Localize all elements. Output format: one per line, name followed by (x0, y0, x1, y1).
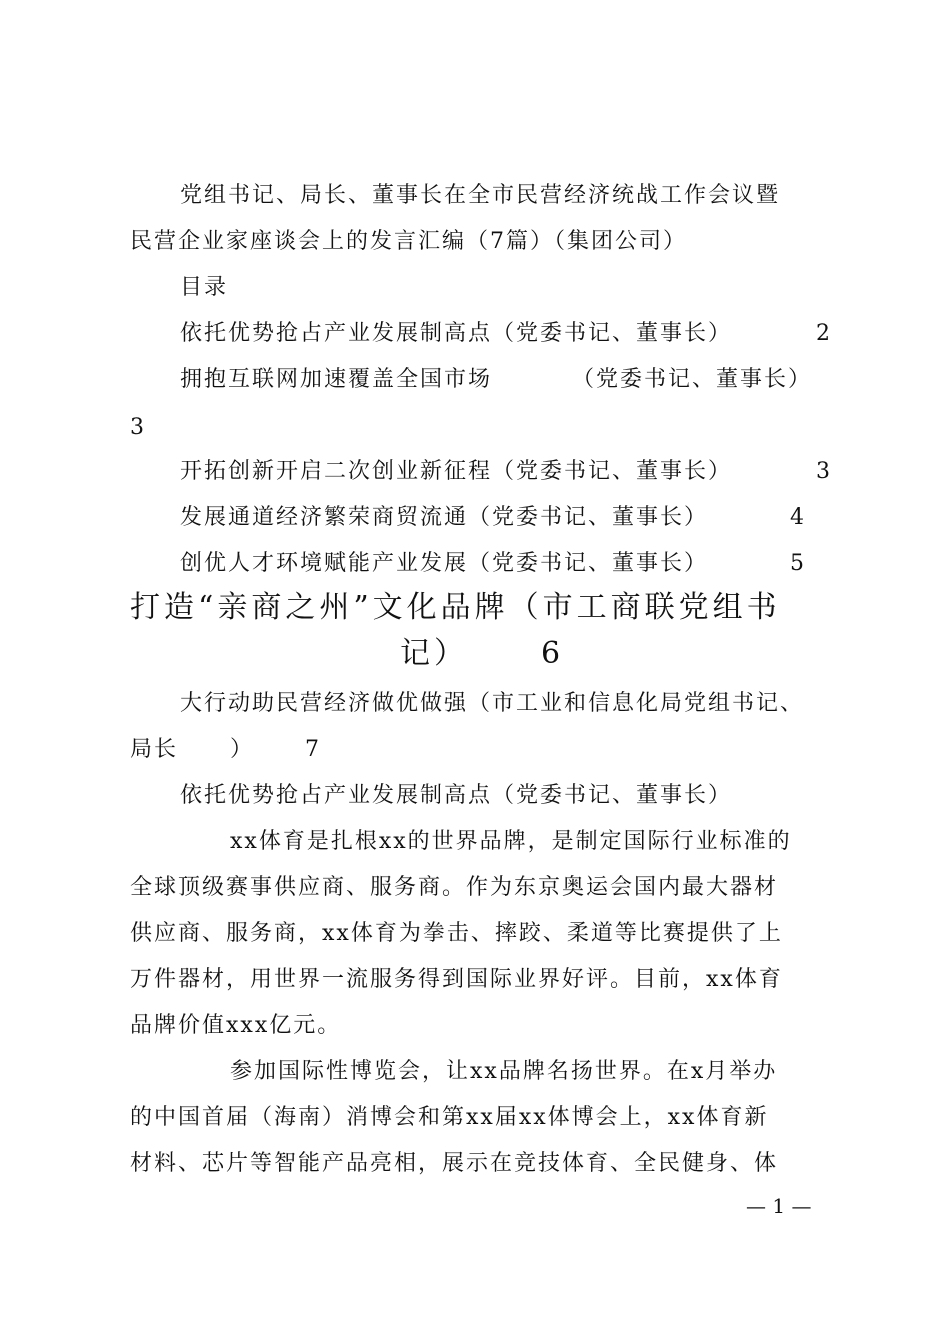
paragraph-2-line: 材料、芯片等智能产品亮相，展示在竞技体育、全民健身、体 (130, 1151, 779, 1176)
paragraph-1-line: 万件器材，用世界一流服务得到国际业界好评。目前，xx体育 (130, 967, 783, 992)
toc-entry-2-page: 3 (130, 415, 144, 440)
toc-entry-2-text[interactable]: 拥抱互联网加速覆盖全国市场 (180, 367, 493, 392)
toc-entry-5-page: 5 (790, 551, 804, 576)
toc-entry-6-text-cont: 记） (400, 636, 468, 671)
paragraph-2-line: 的中国首届（海南）消博会和第xx届xx体博会上，xx体育新 (130, 1105, 769, 1130)
toc-entry-1-page: 2 (816, 321, 830, 346)
paragraph-1-line: xx体育是扎根xx的世界品牌，是制定国际行业标准的 (230, 829, 792, 854)
toc-entry-3-text[interactable]: 开拓创新开启二次创业新征程（党委书记、董事长） (180, 459, 733, 484)
toc-entry-1-text[interactable]: 依托优势抢占产业发展制高点（党委书记、董事长） (180, 321, 733, 346)
toc-entry-5-text[interactable]: 创优人才环境赋能产业发展（党委书记、董事长） (180, 551, 709, 576)
toc-entry-2-role: （党委书记、董事长） (572, 367, 813, 392)
toc-entry-7-text-cont: 局长 (130, 737, 179, 762)
toc-entry-6-page: 6 (541, 636, 561, 671)
toc-entry-7-text[interactable]: 大行动助民营经济做优做强（市工业和信息化局党组书记、 (180, 691, 805, 716)
paragraph-1-line: 供应商、服务商，xx体育为拳击、摔跤、柔道等比赛提供了上 (130, 921, 783, 946)
toc-entry-4-text[interactable]: 发展通道经济繁荣商贸流通（党委书记、董事长） (180, 505, 709, 530)
doc-title-line-2: 民营企业家座谈会上的发言汇编（7篇）（集团公司） (130, 229, 687, 254)
toc-entry-7-text-close: ） (230, 737, 255, 762)
toc-entry-7-page: 7 (305, 737, 319, 762)
paragraph-2-line: 参加国际性博览会，让xx品牌名扬世界。在x月举办 (230, 1059, 778, 1084)
paragraph-1-line: 品牌价值xxx亿元。 (130, 1013, 342, 1038)
paragraph-1-line: 全球顶级赛事供应商、服务商。作为东京奥运会国内最大器材 (130, 875, 779, 900)
toc-entry-6-text[interactable]: 打造“亲商之州”文化品牌（市工商联党组书 (130, 590, 781, 625)
toc-heading: 目录 (180, 275, 229, 300)
toc-entry-4-page: 4 (790, 505, 804, 530)
doc-title-line-1: 党组书记、局长、董事长在全市民营经济统战工作会议暨 (180, 183, 781, 208)
page-number: — 1 — (746, 1194, 812, 1218)
toc-entry-3-page: 3 (816, 459, 830, 484)
section-heading: 依托优势抢占产业发展制高点（党委书记、董事长） (180, 783, 733, 808)
